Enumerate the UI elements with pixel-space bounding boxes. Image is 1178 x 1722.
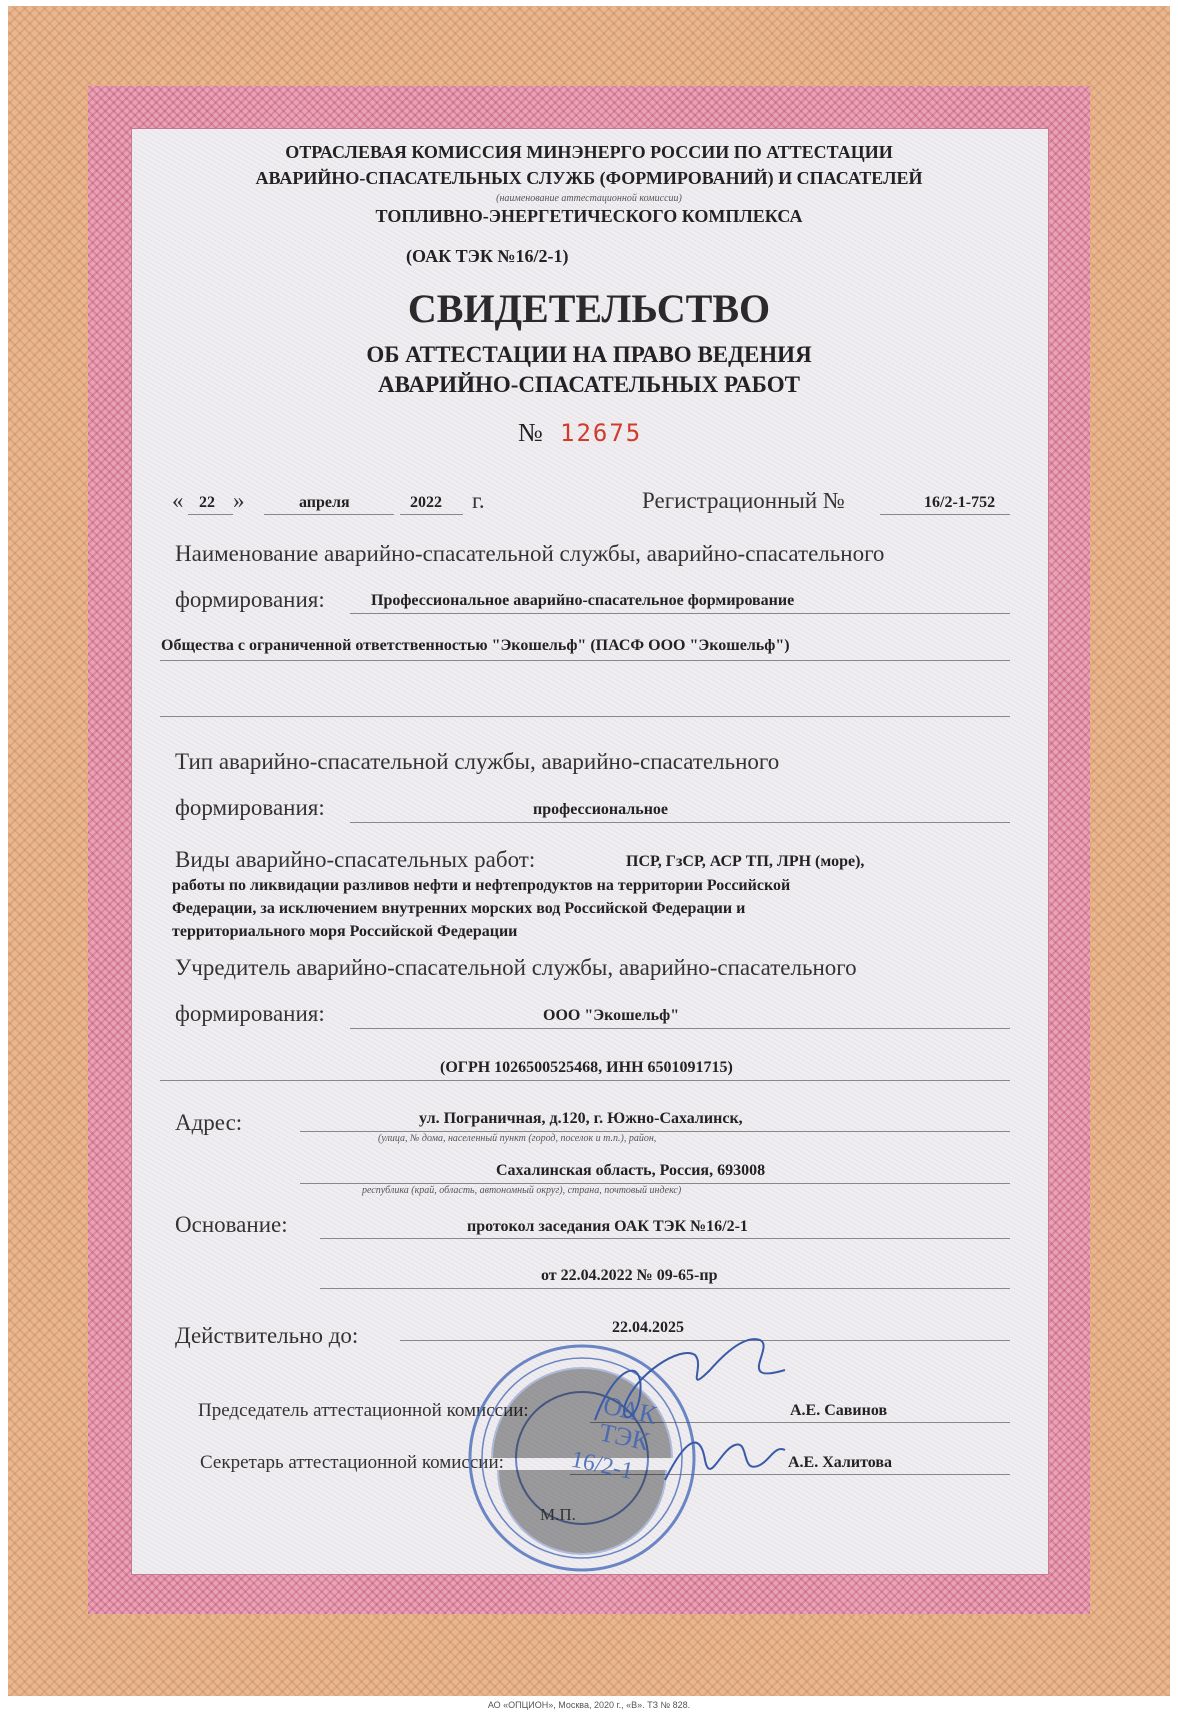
basis-underline-1 [320,1238,1010,1239]
month-underline [264,514,394,515]
svg-text:ОАК: ОАК [600,1390,660,1431]
header-caption: (наименование аттестационной комиссии) [496,193,682,204]
name-value-2: Общества с ограниченной ответственностью "Экошельф" (ПАСФ ООО "Экошельф") [161,637,790,654]
chair-name: А.Е. Савинов [790,1402,888,1419]
secretary-label: Секретарь аттестационной комиссии: [200,1452,504,1473]
reg-underline [880,514,1010,515]
day-underline [188,514,233,515]
year-underline [400,514,463,515]
number-prefix: № [518,418,543,447]
date-day: 22 [199,494,215,511]
reg-number-value: 16/2-1-752 [924,494,996,511]
founder-value-2: (ОГРН 1026500525468, ИНН 6501091715) [440,1059,733,1076]
type-value: профессиональное [533,801,669,818]
date-close-quote: » [233,488,245,513]
valid-value: 22.04.2025 [612,1319,684,1336]
date-month: апреля [299,494,350,511]
document-title: СВИДЕТЕЛЬСТВО [407,286,771,331]
basis-value-1: протокол заседания ОАК ТЭК №16/2-1 [467,1218,748,1235]
valid-label: Действительно до: [175,1323,359,1348]
address-hint-2: республика (край, область, автономный округ), страна, почтовый индекс) [362,1185,682,1196]
address-underline-1 [300,1131,1010,1132]
works-label: Виды аварийно-спасательных работ: [175,847,536,872]
type-underline [350,822,1010,823]
header-line-1: ОТРАСЛЕВАЯ КОМИССИЯ МИНЭНЕРГО РОССИИ ПО АТТЕСТАЦИИ [285,142,893,162]
type-label-2: формирования: [175,795,325,820]
name-label-2: формирования: [175,587,325,612]
name-value-1: Профессиональное аварийно-спасательное формирование [371,592,795,609]
date-open-quote: « [172,488,184,513]
name-underline-1 [350,613,1010,614]
founder-label-1: Учредитель аварийно-спасательной службы, аварийно-спасательного [175,955,857,980]
title-sub-2: АВАРИЙНО-СПАСАТЕЛЬНЫХ РАБОТ [378,372,800,397]
works-value-2: работы по ликвидации разливов нефти и нефтепродуктов на территории Российской [172,877,791,894]
address-hint-1: (улица, № дома, населенный пункт (город, поселок и т.п.), район, [378,1133,657,1144]
founder-underline-2 [160,1080,1010,1081]
header-line-4: (ОАК ТЭК №16/2-1) [406,246,569,266]
basis-value-2: от 22.04.2022 № 09-65-пр [541,1267,718,1284]
address-value-2: Сахалинская область, Россия, 693008 [496,1162,766,1179]
founder-underline-1 [350,1028,1010,1029]
type-label-1: Тип аварийно-спасательной службы, аварийно-спасательного [175,749,780,774]
reg-number-label: Регистрационный № [642,488,845,513]
svg-text:16/2-1: 16/2-1 [568,1446,636,1485]
seal-place-mark: М.П. [540,1505,576,1524]
header-line-2: АВАРИЙНО-СПАСАТЕЛЬНЫХ СЛУЖБ (ФОРМИРОВАНИЙ) И СПАСАТЕЛЕЙ [255,168,923,188]
name-underline-3 [160,716,1010,717]
date-year-suffix: г. [472,488,485,513]
date-year: 2022 [410,494,442,511]
serial-number: 12675 [560,419,643,447]
basis-label: Основание: [175,1212,288,1237]
secretary-signature [660,1420,790,1500]
header-line-3: ТОПЛИВНО-ЭНЕРГЕТИЧЕСКОГО КОМПЛЕКСА [375,206,803,226]
address-label: Адрес: [175,1110,243,1135]
works-value-3: Федерации, за исключением внутренних морских вод Российской Федерации и [172,900,746,917]
founder-label-2: формирования: [175,1001,325,1026]
chair-label: Председатель аттестационной комиссии: [198,1400,529,1421]
address-underline-2 [300,1183,1010,1184]
address-value-1: ул. Пограничная, д.120, г. Южно-Сахалинск, [419,1110,743,1127]
name-underline-2 [160,660,1010,661]
title-sub-1: ОБ АТТЕСТАЦИИ НА ПРАВО ВЕДЕНИЯ [366,342,812,367]
works-value-4: территориального моря Российской Федерации [172,923,518,940]
printer-footer: АО «ОПЦИОН», Москва, 2020 г., «В». ТЗ № 828. [487,1700,691,1710]
basis-underline-2 [320,1288,1010,1289]
svg-text:ТЭК: ТЭК [596,1417,653,1457]
name-label-1: Наименование аварийно-спасательной службы, аварийно-спасательного [175,541,885,566]
founder-value-1: ООО "Экошельф" [543,1007,680,1024]
works-value-1: ПСР, ГзСР, АСР ТП, ЛРН (море), [626,853,865,870]
secretary-name: А.Е. Халитова [788,1454,893,1471]
